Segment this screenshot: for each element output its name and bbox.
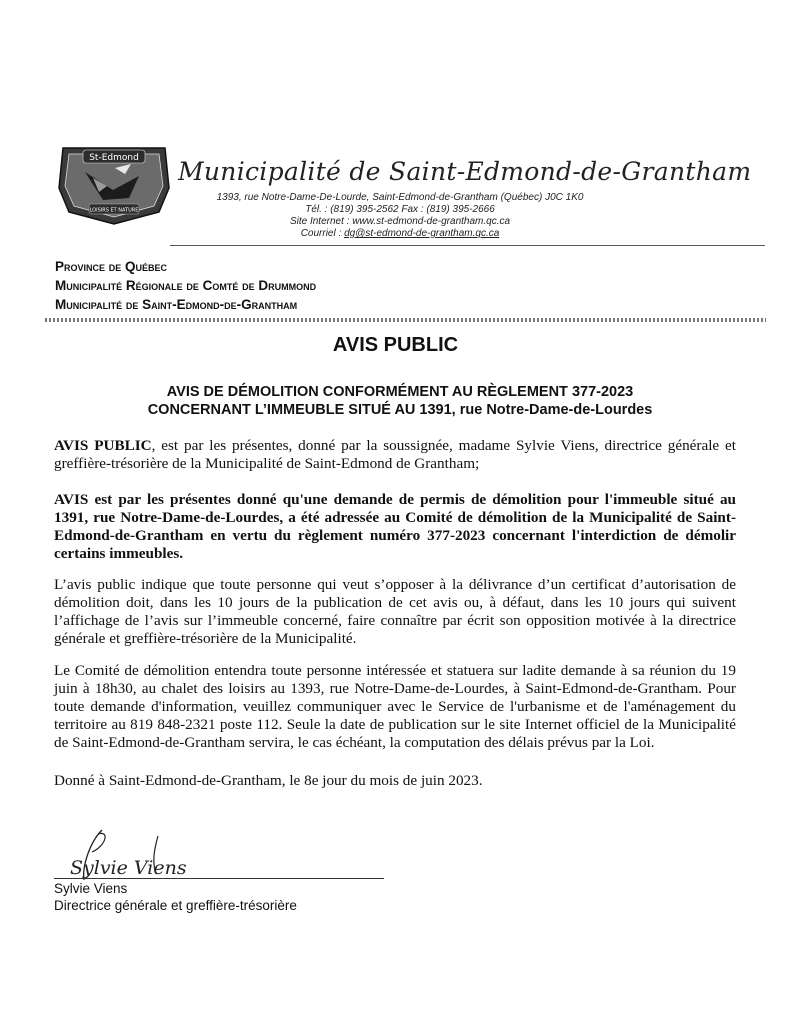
email-link[interactable]: dg@st-edmond-de-grantham.qc.ca <box>344 228 500 239</box>
municipality-logo <box>55 142 173 226</box>
paragraph-1 <box>54 437 736 473</box>
header-divider <box>170 245 765 246</box>
signer-name: Sylvie Viens <box>54 881 128 896</box>
subtitle-line-2: CONCERNANT L’IMMEUBLE SITUÉ AU 1391, rue Notre-Dame-de-Lourdes <box>147 402 653 418</box>
paragraph-4: Le Comité de démolition entendra toute personne intéressée et statuera sur ladite demande à sa réunion du 19 juin à 18h30, au chalet des loisirs au 1393, rue Notre-Dame-de-Lourdes, à Saint-Edmond-de-Grantham. Pour toute demande d'information, veuillez communiquer avec le Service de l'urbanisme et de l'aménagement du territoire au 819 848-2321 poste 112. Seule la date de publication sur le site Internet officiel de la Municipalité de Saint-Edmond-de-Grantham servira, le cas échéant, la computation des délais prévus par la Loi. <box>54 662 736 751</box>
email-label: Courriel : <box>300 228 345 239</box>
paragraph-1-text: , est par les présentes, donné par la soussignée, madame Sylvie Viens, directrice générale et greffière-trésorière de la Municipalité de Saint-Edmond de Grantham; <box>54 437 736 472</box>
province: Province de Québec <box>55 259 168 274</box>
subtitle-line-1: AVIS DE DÉMOLITION CONFORMÉMENT AU RÈGLEMENT 377-2023 <box>166 384 634 400</box>
logo-bottom-text: LOISIRS ET NATURE <box>89 207 139 214</box>
mrc: Municipalité Régionale de Comté de Drummond <box>55 278 317 293</box>
phone-fax: Tél. : (819) 395-2562 Fax : (819) 395-2666 <box>305 204 495 215</box>
paragraph-1-lead: AVIS PUBLIC <box>54 437 152 454</box>
email-line <box>190 228 610 240</box>
municipality-name: Municipalité de Saint-Edmond-de-Grantham <box>178 157 752 186</box>
website: Site Internet : www.st-edmond-de-grantham.qc.ca <box>289 216 511 227</box>
address: 1393, rue Notre-Dame-De-Lourde, Saint-Edmond-de-Grantham (Québec) J0C 1K0 <box>216 192 584 203</box>
paragraph-3: L’avis public indique que toute personne qui veut s’opposer à la délivrance d’un certificat d’autorisation de démolition doit, dans les 10 jours de la publication de cet avis ou, à défaut, dans les 10 jours qui suivent l’affichage de l’avis sur l’immeuble concerné, faire connaître par écrit son opposition motivée à la directrice générale et greffière-trésorière de la Municipalité. <box>54 576 736 647</box>
logo-top-text: St-Edmond <box>89 153 139 163</box>
contact-block <box>190 192 610 240</box>
signer-title: Directrice générale et greffière-trésorière <box>54 898 297 913</box>
handwritten-signature <box>62 826 197 884</box>
jurisdiction-block <box>55 257 316 314</box>
notice-subtitle <box>60 383 740 419</box>
section-divider <box>45 318 766 322</box>
notice-title: AVIS PUBLIC <box>332 334 459 356</box>
municipality: Municipalité de Saint-Edmond-de-Grantham <box>55 297 298 312</box>
signature-line <box>54 878 384 879</box>
paragraph-2: AVIS est par les présentes donné qu'une demande de permis de démolition pour l'immeuble situé au 1391, rue Notre-Dame-de-Lourdes, a été adressée au Comité de démolition de la Municipalité de Saint-Edmond-de-Grantham en vertu du règlement numéro 377-2023 concernant l'interdiction de démolir certains immeubles. <box>54 491 736 562</box>
signer-block <box>54 880 297 914</box>
signature-text: Sylvie Viens <box>70 857 187 879</box>
paragraph-5: Donné à Saint-Edmond-de-Grantham, le 8e jour du mois de juin 2023. <box>54 772 483 789</box>
